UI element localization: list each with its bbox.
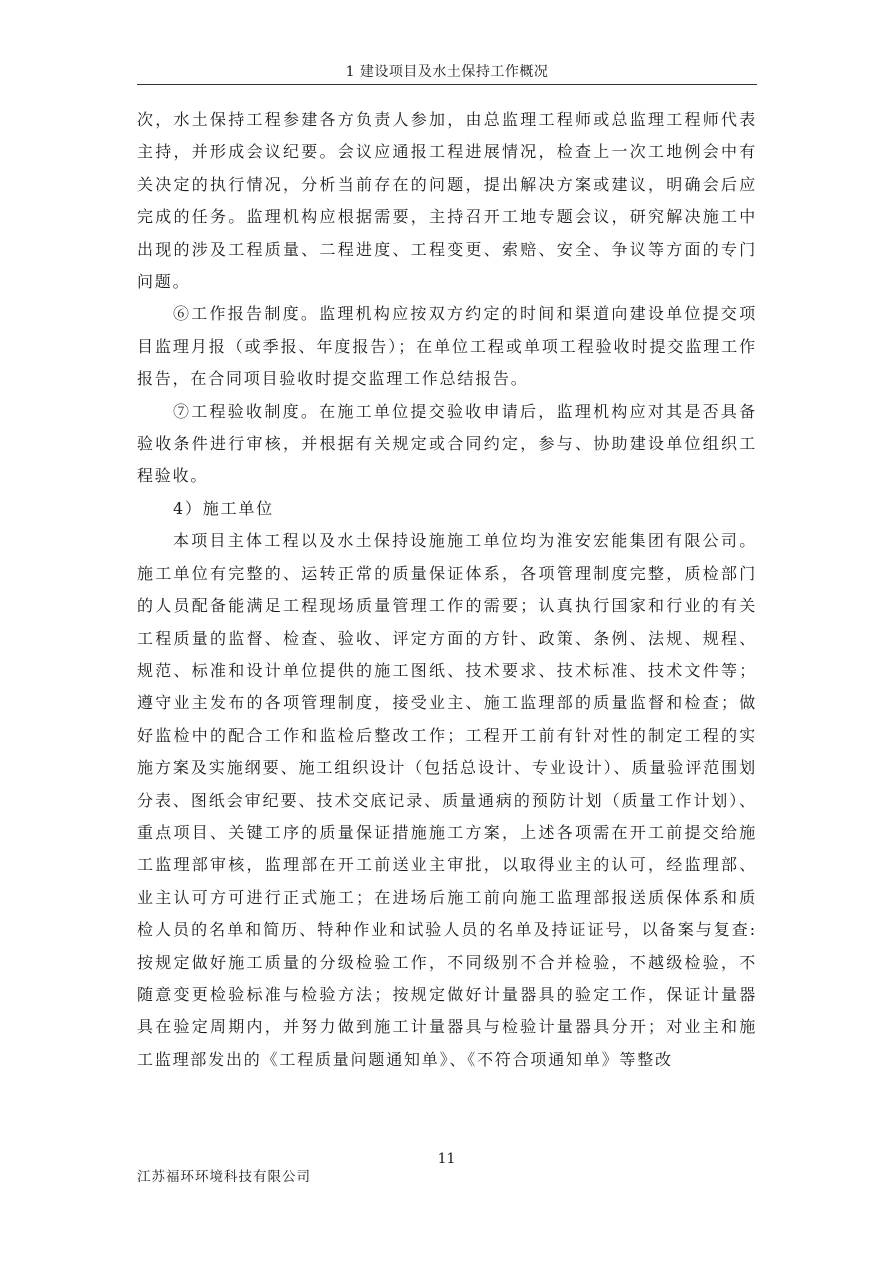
header-divider <box>137 84 757 85</box>
page-number: 11 <box>437 1151 456 1167</box>
paragraph-acceptance-system: ⑦工程验收制度。在施工单位提交验收申请后，监理机构应对其是否具备验收条件进行审核，并根据有关规定或合同约定，参与、协助建设单位组织工程验收。 <box>137 401 757 486</box>
paragraph-construction-unit: 本项目主体工程以及水土保持设施施工单位均为淮安宏能集团有限公司。施工单位有完整的、运转正常的质量保证体系，各项管理制度完整，质检部门的人员配备能满足工程现场质量管理工作的需要；认真执行国家和行业的有关工程质量的监督、检查、验收、评定方面的方针、政策、条例、法规、规程、规范、标准和设计单位提供的施工图纸、技术要求、技术标准、技术文件等；遵守业主发布的各项管理制度，接受业主、施工监理部的质量监督和检查；做好监检中的配合工作和监检后整改工作；工程开工前有针对性的制定工程的实施方案及实施纲要、施工组织设计（包括总设计、专业设计）、质量验评范围划分表、图纸会审纪要、技术交底记录、质量通病的预防计划（质量工作计划）、重点项目、关键工序的质量保证措施施工方案，上述各项需在开工前提交给施工监理部审核，监理部在开工前送业主审批，以取得业主的认可，经监理部、业主认可方可进行正式施工；在进场后施工前向施工监理部报送质保体系和质检人员的名单和简历、特种作业和试验人员的名单及持证证号，以备案与复查:按规定做好施工质量的分级检验工作，不同级别不合并检验，不越级检验，不随意变更检验标准与检验方法；按规定做好计量器具的验定工作，保证计量器具在验定周期内，并努力做到施工计量器具与检验计量器具分开；对业主和施工监理部发出的《工程质量问题通知单》、《不符合项通知单》等整改 <box>137 531 757 1069</box>
footer-company-name: 江苏福环环境科技有限公司 <box>137 1169 311 1185</box>
paragraph-report-system: ⑥工作报告制度。监理机构应按双方约定的时间和渠道向建设单位提交项目监理月报（或季报、年度报告）；在单位工程或单项工程验收时提交监理工作报告，在合同项目验收时提交监理工作总结报告。 <box>137 304 757 389</box>
body-text <box>137 104 757 1076</box>
section-heading-construction-unit: 4）施工单位 <box>173 498 274 518</box>
running-header: 1 建设项目及水土保持工作概况 <box>345 64 549 80</box>
paragraph-meeting-continuation: 次，水土保持工程参建各方负责人参加，由总监理工程师或总监理工程师代表主持，并形成会议纪要。会议应通报工程进展情况，检查上一次工地例会中有关决定的执行情况，分析当前存在的问题，提出解决方案或建议，明确会后应完成的任务。监理机构应根据需要，主持召开工地专题会议，研究解决施工中出现的涉及工程质量、二程进度、工程变更、索赔、安全、争议等方面的专门问题。 <box>137 110 757 292</box>
